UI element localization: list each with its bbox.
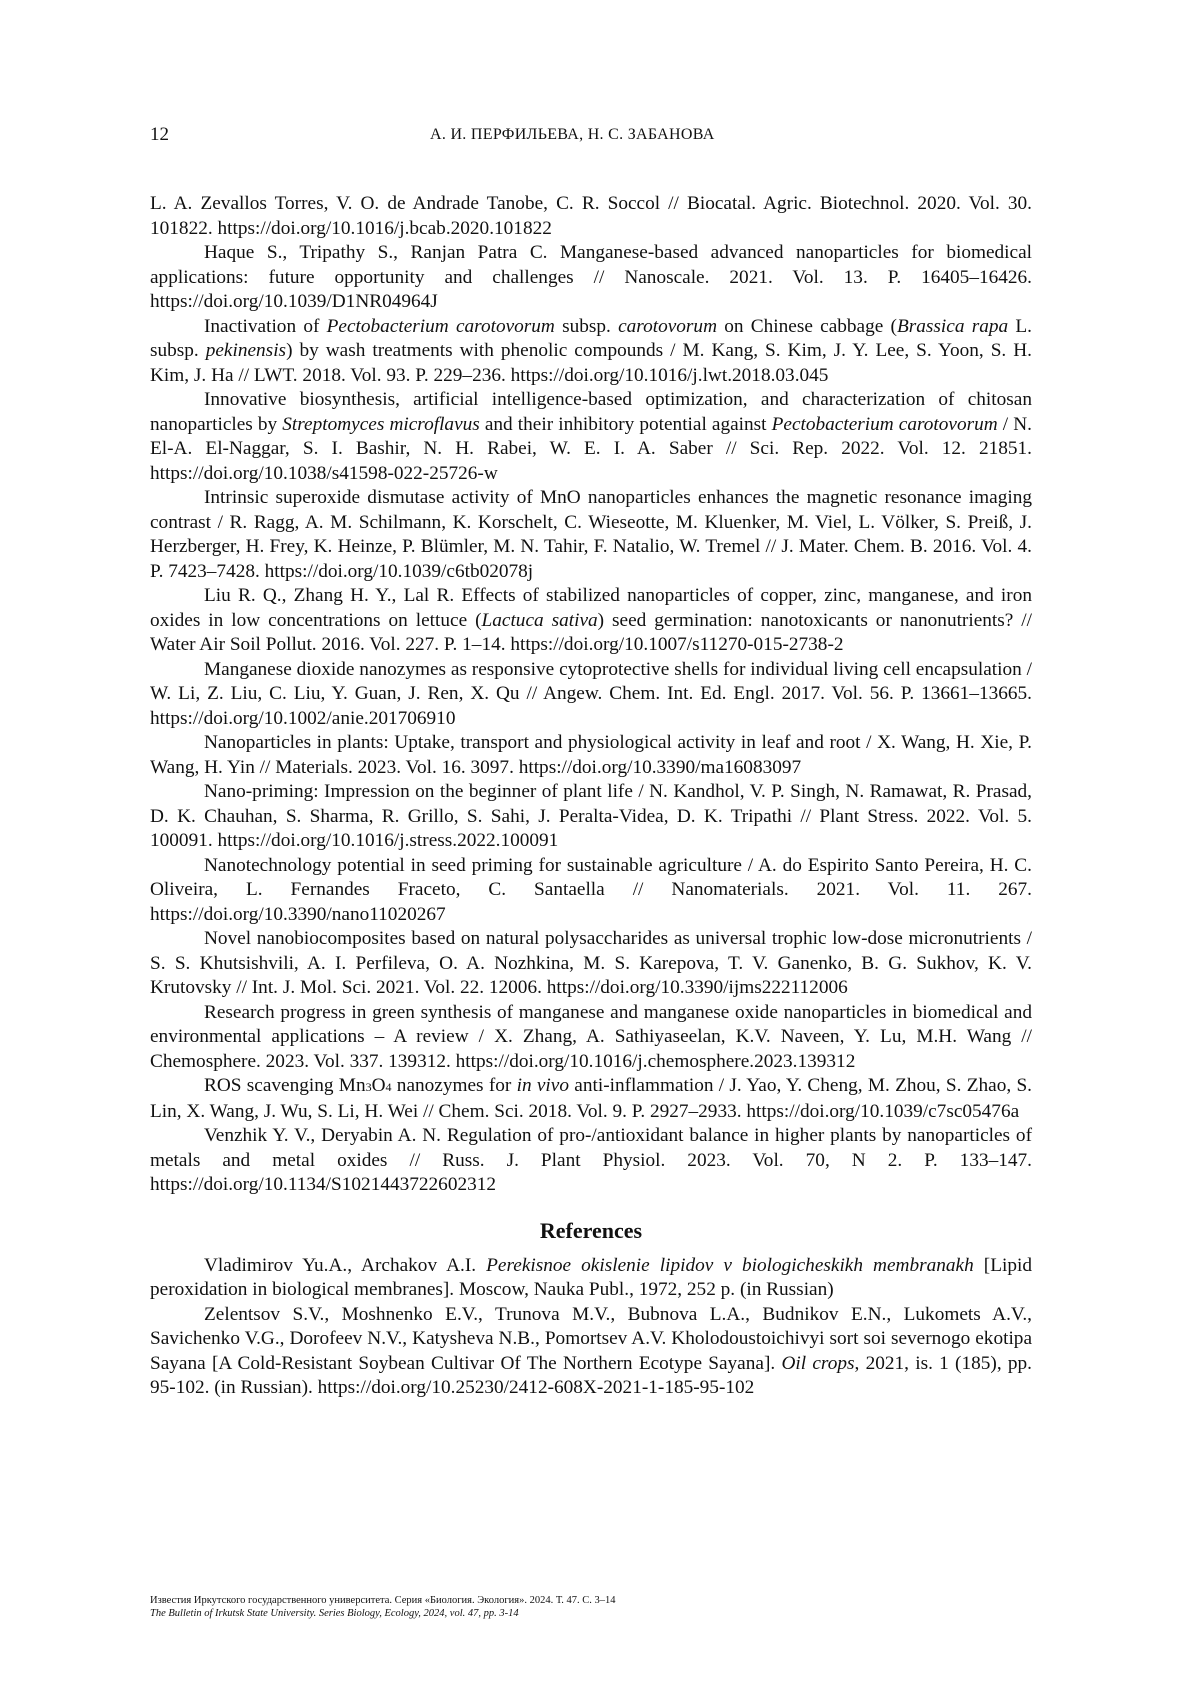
bibliography-entry-text: Novel nanobiocomposites based on natural polysaccharides as universal trophic low-dose micronutrients / S. S. Khutsishvili, A. I. Perfileva, O. A. Nozhkina, M. S. Karepova, T. V. Ganenko, B. G. Sukhov, K. V. Krutovsky // Int. J. Mol. Sci. 2021. Vol. 22. 12006. https://doi.org/10.3390/ijms222112006 — [150, 928, 1032, 998]
bibliography-entry-text: Nanoparticles in plants: Uptake, transport and physiological activity in leaf and root / X. Wang, H. Xie, P. Wang, H. Yin // Materials. 2023. Vol. 16. 3097. https://doi.org/10.3390/ma16083097 — [150, 732, 1032, 778]
italic-term: pekinensis — [206, 340, 286, 361]
bibliography-entry — [150, 927, 1032, 1001]
bibliography-entry-text: Intrinsic superoxide dismutase activity of MnO nanoparticles enhances the magnetic resonance imaging contrast / R. Ragg, A. M. Schilmann, K. Korschelt, C. Wieseotte, M. Kluenker, M. Viel, L. Völker, S. Preiß, J. Herzberger, H. Frey, K. Heinze, P. Blümler, M. N. Tahir, F. Natalio, W. Tremel // J. Mater. Chem. B. 2016. Vol. 4. P. 7423–7428. https://doi.org/10.1039/c6tb02078j — [150, 487, 1032, 582]
italic-term: Streptomyces microflavus — [282, 414, 480, 435]
italic-term: Pectobacterium carotovorum — [327, 316, 555, 337]
bibliography-entry-text: ROS scavenging Mn — [204, 1075, 366, 1096]
bibliography-entry — [150, 315, 1032, 389]
reference-entry-text: Vladimirov Yu.A., Archakov A.I. — [204, 1255, 486, 1276]
bibliography-entry-text: Haque S., Tripathy S., Ranjan Patra C. Manganese-based advanced nanoparticles for biomedical applications: future opportunity and challenges // Nanoscale. 2021. Vol. 13. P. 16405–16426. https://doi.org/10.1039/D1NR04964J — [150, 242, 1032, 312]
subscript: 4 — [386, 1080, 392, 1094]
bibliography-entry — [150, 658, 1032, 732]
italic-term: Brassica rapa — [897, 316, 1008, 337]
footer-journal-en: The Bulletin of Irkutsk State University. Series Biology, Ecology, 2024, vol. 47, pp. 3-14 — [150, 1607, 615, 1620]
running-title: А. И. ПЕРФИЛЬЕВА, Н. С. ЗАБАНОВА — [430, 126, 715, 144]
bibliography-entry-text: Research progress in green synthesis of manganese and manganese oxide nanoparticles in biomedical and environmental applications – A review / X. Zhang, A. Sathiyaseelan, K.V. Naveen, Y. Lu, M.H. Wang // Chemosphere. 2023. Vol. 337. 139312. https://doi.org/10.1016/j.chemosphere.2023.139312 — [150, 1002, 1032, 1072]
footer-journal-ru: Известия Иркутского государственного университета. Серия «Биология. Экология». 2024. Т. 47. С. 3–14 — [150, 1594, 615, 1607]
bibliography-entry — [150, 780, 1032, 854]
bibliography-entry-text: / N. El-A. El-Naggar, S. I. Bashir, N. H. Rabei, W. E. I. A. Saber // Sci. Rep. 2022. Vol. 12. 21851. https://doi.org/10.1038/s41598-022-25726-w — [150, 414, 1032, 484]
bibliography-entry-text: nanozymes for — [392, 1075, 517, 1096]
reference-entry-text: Zelentsov S.V., Moshnenko E.V., Trunova M.V., Bubnova L.A., Budnikov E.N., Lukomets A.V., Savichenko V.G., Dorofeev N.V., Katysheva N.B., Pomortsev A.V. Kholodoustoichivyi sort soi severnogo ekotipa Sayana [A Cold-Resistant Soybean Cultivar Of The Northern Ecotype Sayana]. — [150, 1304, 1032, 1374]
bibliography-entry-text: Manganese dioxide nanozymes as responsive cytoprotective shells for individual living cell encapsulation / W. Li, Z. Liu, C. Liu, Y. Guan, J. Ren, X. Qu // Angew. Chem. Int. Ed. Engl. 2017. Vol. 56. P. 13661–13665. https://doi.org/10.1002/anie.201706910 — [150, 659, 1032, 729]
bibliography-entry-text: L. A. Zevallos Torres, V. O. de Andrade Tanobe, C. R. Soccol // Biocatal. Agric. Biotechnol. 2020. Vol. 30. 101822. https://doi.org/10.1016/j.bcab.2020.101822 — [150, 193, 1032, 239]
reference-entry — [150, 1303, 1032, 1401]
bibliography-entry-text: Inactivation of — [204, 316, 327, 337]
bibliography-entry-text: Innovative biosynthesis, artificial intelligence-based optimization, and characterization of chitosan nanoparticles by — [150, 389, 1032, 435]
page — [0, 0, 1200, 1705]
italic-term: Oil crops — [781, 1353, 854, 1374]
bibliography-entry-text: ) by wash treatments with phenolic compounds / M. Kang, S. Kim, J. Y. Lee, S. Yoon, S. H. Kim, J. Ha // LWT. 2018. Vol. 93. P. 229–236. https://doi.org/10.1016/j.lwt.2018.03.045 — [150, 340, 1032, 386]
bibliography-entry-text: and their inhibitory potential against — [480, 414, 772, 435]
subscript: 3 — [366, 1080, 372, 1094]
italic-term: in vivo — [517, 1075, 569, 1096]
references-heading: References — [150, 1218, 1032, 1244]
bibliography-entry-text: anti-inflammation / J. Yao, Y. Cheng, M. Zhou, S. Zhao, S. Lin, X. Wang, J. Wu, S. Li, H. Wei // Chem. Sci. 2018. Vol. 9. P. 2927–2933. https://doi.org/10.1039/c7sc05476a — [150, 1075, 1032, 1122]
bibliography-entry-text: Liu R. Q., Zhang H. Y., Lal R. Effects of stabilized nanoparticles of copper, zinc, manganese, and iron oxides in low concentrations on lettuce ( — [150, 585, 1032, 631]
bibliography-entry-text: ) seed germination: nanotoxicants or nanonutrients? // Water Air Soil Pollut. 2016. Vol. 227. P. 1–14. https://doi.org/10.1007/s11270-015-2738-2 — [150, 610, 1032, 656]
bibliography-entry-text: Nanotechnology potential in seed priming for sustainable agriculture / A. do Espirito Santo Pereira, H. C. Oliveira, L. Fernandes Fraceto, C. Santaella // Nanomaterials. 2021. Vol. 11. 267. https://doi.org/10.3390/nano11020267 — [150, 855, 1032, 925]
article-body — [150, 192, 1032, 1401]
bibliography-entry-text: on Chinese cabbage ( — [717, 316, 897, 337]
bibliography-entry — [150, 1074, 1032, 1124]
italic-term: Lactuca sativa — [482, 610, 598, 631]
reference-entry-text: [Lipid peroxidation in biological membranes]. Moscow, Nauka Publ., 1972, 252 p. (in Russian) — [150, 1255, 1032, 1301]
reference-entry — [150, 1254, 1032, 1303]
italic-term: Pectobacterium carotovorum — [772, 414, 998, 435]
bibliography-entry — [150, 192, 1032, 241]
bibliography-entry — [150, 241, 1032, 315]
bibliography-list — [150, 192, 1032, 1198]
bibliography-entry — [150, 731, 1032, 780]
bibliography-entry-text: Venzhik Y. V., Deryabin A. N. Regulation of pro-/antioxidant balance in higher plants by nanoparticles of metals and metal oxides // Russ. J. Plant Physiol. 2023. Vol. 70, N 2. P. 133–147. https://doi.org/10.1134/S1021443722602312 — [150, 1125, 1032, 1195]
italic-term: Perekisnoe okislenie lipidov v biologicheskikh membranakh — [486, 1255, 974, 1276]
bibliography-entry — [150, 584, 1032, 658]
bibliography-entry — [150, 854, 1032, 928]
bibliography-entry — [150, 388, 1032, 486]
bibliography-entry — [150, 486, 1032, 584]
bibliography-entry — [150, 1124, 1032, 1198]
bibliography-entry-text: Nano-priming: Impression on the beginner of plant life / N. Kandhol, V. P. Singh, N. Ramawat, R. Prasad, D. K. Chauhan, S. Sharma, R. Grillo, S. Sahi, J. Peralta-Videa, D. K. Tripathi // Plant Stress. 2022. Vol. 5. 100091. https://doi.org/10.1016/j.stress.2022.100091 — [150, 781, 1032, 851]
page-footer — [150, 1594, 615, 1620]
bibliography-entry-text: subsp. — [555, 316, 618, 337]
page-number: 12 — [150, 124, 169, 146]
reference-entry-text: , 2021, is. 1 (185), pp. 95-102. (in Russian). https://doi.org/10.25230/2412-608X-2021-1-185-95-102 — [150, 1353, 1032, 1399]
references-list — [150, 1254, 1032, 1401]
italic-term: carotovorum — [618, 316, 717, 337]
bibliography-entry-text: O — [372, 1075, 386, 1096]
bibliography-entry — [150, 1001, 1032, 1075]
bibliography-entry-text: L. subsp. — [150, 316, 1032, 362]
